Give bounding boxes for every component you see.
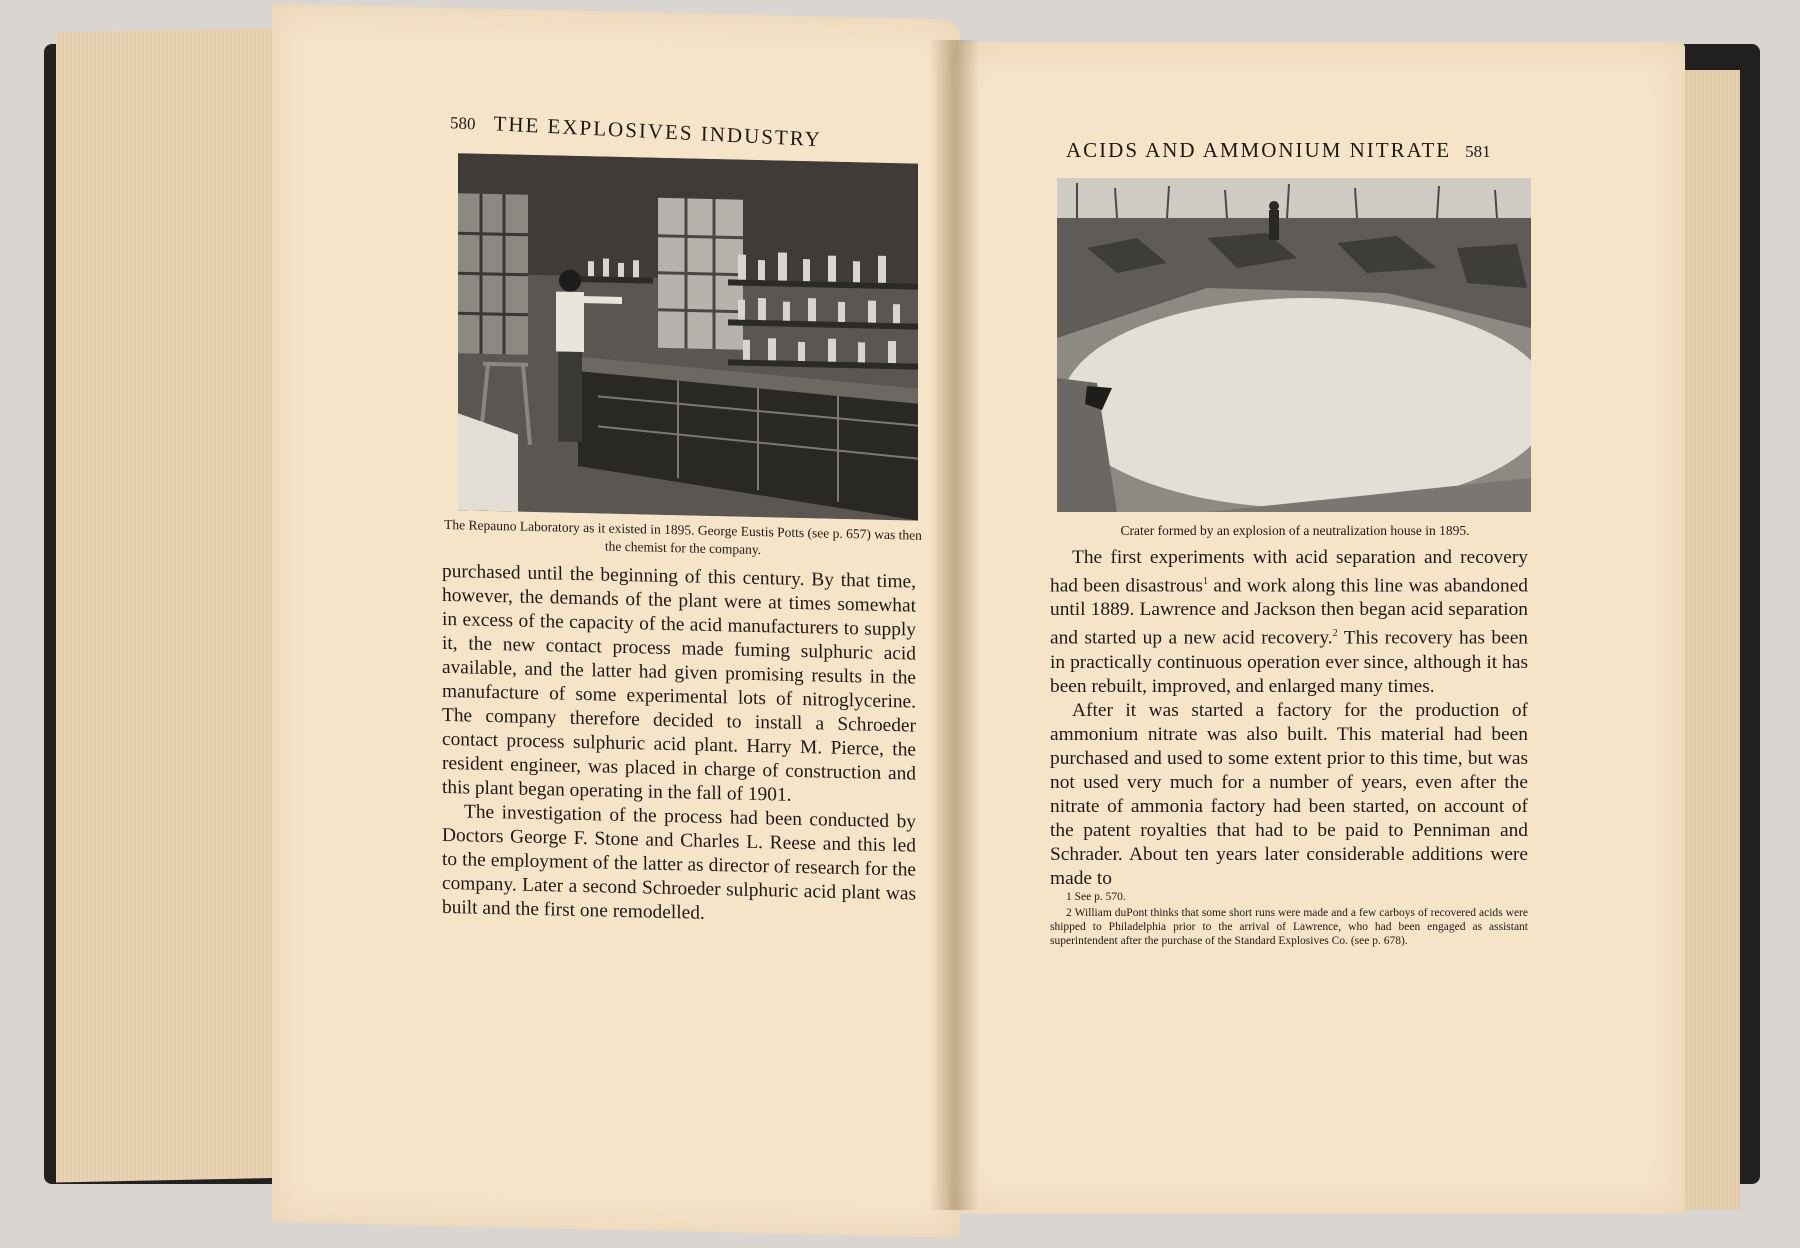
left-page-number: 580 (449, 113, 476, 134)
page-edges-right (1680, 70, 1740, 1210)
right-paragraph (1050, 546, 1528, 699)
page-edges-left (56, 27, 296, 1182)
left-page (272, 4, 960, 1238)
right-photo-caption: Crater formed by an explosion of a neutralization house in 1895. (1120, 523, 1470, 538)
right-paragraph-1-part-b: and work along this line was abandoned until 1889. Lawrence and Jackson then began acid separation and started up a new acid recovery. (1050, 575, 1528, 649)
right-header-title: ACIDS AND AMMONIUM NITRATE (1066, 138, 1452, 162)
crater-photo-illustration (1057, 178, 1531, 512)
footnote-ref-1: 1 (1202, 576, 1208, 587)
right-paragraph-1-part-a: The first experiments with acid separation and recovery had been disastrous (1050, 547, 1528, 597)
footnote-ref-2: 2 (1332, 628, 1338, 640)
footnote: 2 William duPont thinks that some short runs were made and a few carboys of recovered acids were shipped to Philadelphia prior to the arrival of Lawrence, who had been engaged as assistant superintendent after the purchase of the Standard Explosives Co. (see p. 678). (1050, 907, 1528, 947)
right-body-text (1050, 546, 1528, 891)
right-running-head (1066, 138, 1491, 163)
right-paragraph-1-part-c: This recovery has been in practically continuous operation ever since, although it has been rebuilt, improved, and enlarged many times. (1050, 627, 1528, 697)
right-page (950, 42, 1685, 1214)
left-paragraph: The investigation of the process had been conducted by Doctors George F. Stone and Charles L. Reese and this led to the employment of the latter as director of research for the company. Later a second Schroeder sulphuric acid plant was built and the first one remodelled. (442, 801, 916, 924)
left-running-head (450, 109, 822, 152)
footnotes (1050, 890, 1528, 950)
left-photo-caption: The Repauno Laboratory as it existed in 1895. George Eustis Potts (see p. 657) was then the chemist for the company. (444, 516, 922, 558)
laboratory-photo (458, 153, 918, 520)
right-page-number: 581 (1465, 142, 1491, 161)
left-paragraph: purchased until the beginning of this century. By that time, however, the demands of the plant were at times somewhat in excess of the capacity of the acid manufacturers to supply it, the new contact process made fuming sulphuric acid available, and the latter had given promising results in the manufacture of some experimental lots of nitroglycerine. The company therefore decided to install a Schroeder contact process sulphuric acid plant. Harry M. Pierce, the resident engineer, was placed in charge of construction and this plant began operating in the fall of 1901. (442, 560, 916, 806)
book-gutter (930, 40, 980, 1210)
crater-photo (1057, 178, 1531, 512)
footnote: 1 See p. 570. (1066, 891, 1126, 903)
right-paragraph: After it was started a factory for the production of ammonium nitrate was also built. This material had been purchased and used to some extent prior to this time, but was not used very much for a number of years, even after the nitrate of ammonia factory had been started, on account of the patent royalties that had to be paid to Penniman and Schrader. About ten years later considerable additions were made to (1050, 699, 1528, 889)
left-body-text (442, 560, 916, 931)
left-header-title: THE EXPLOSIVES INDUSTRY (493, 111, 823, 152)
laboratory-photo-illustration (458, 153, 918, 520)
